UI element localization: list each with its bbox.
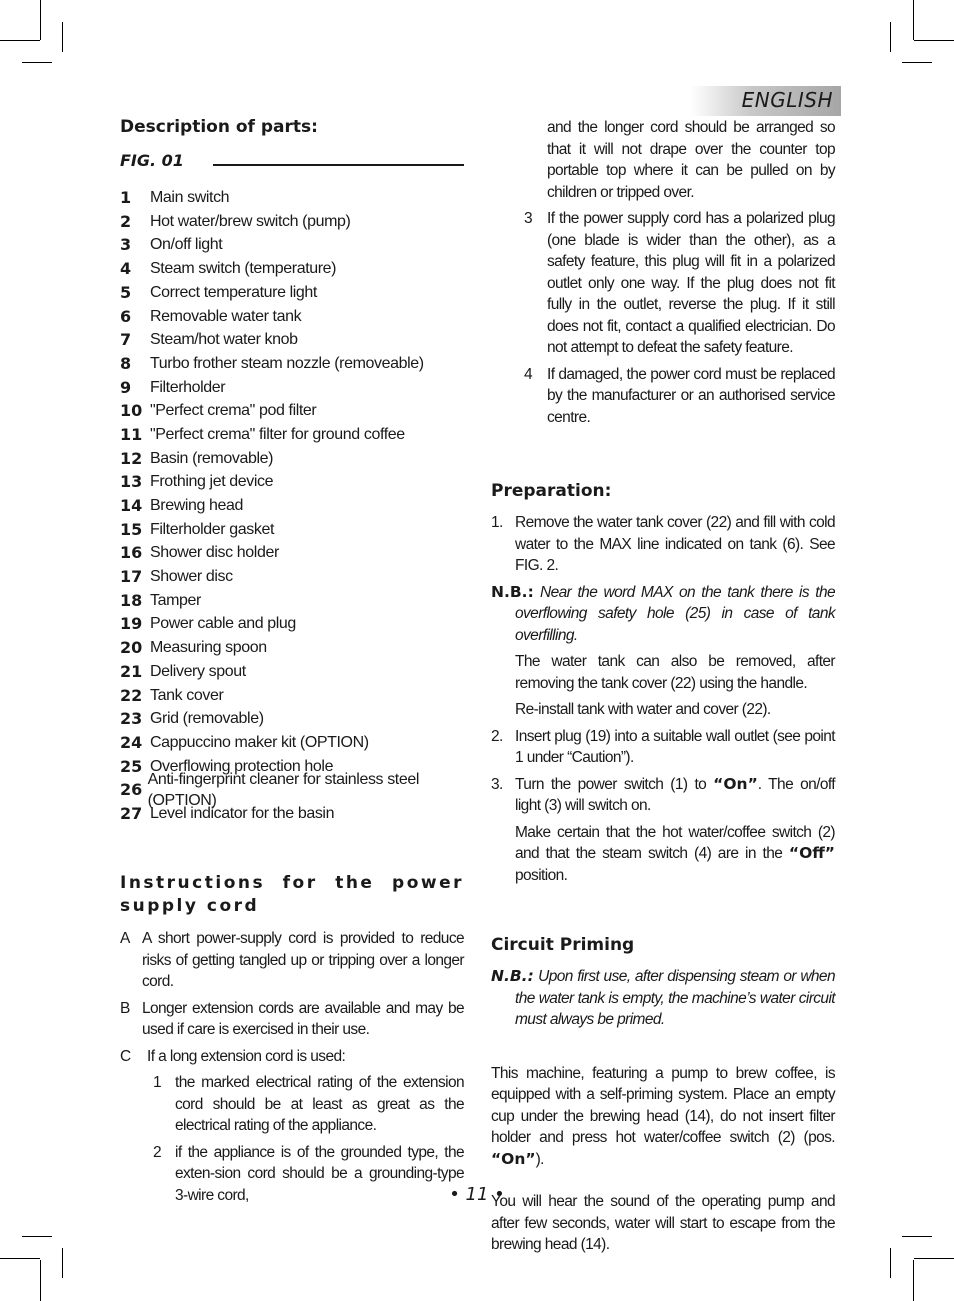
part-label: Cappuccino maker kit (OPTION) [150, 733, 369, 751]
part-label: Anti-fingerprint cleaner for stainless steel (OPTION) [147, 770, 420, 810]
part-label: Delivery spout [150, 662, 246, 680]
part-number: 4 [120, 259, 132, 279]
part-label: Filterholder [150, 378, 226, 396]
circuit-paragraph-1 [491, 1063, 835, 1171]
parts-list-item [120, 376, 464, 400]
parts-list-item [120, 281, 464, 305]
parts-list-item [120, 210, 464, 234]
part-number: 10 [120, 401, 143, 421]
crop-mark [22, 1236, 52, 1237]
preparation-step-3-note [491, 822, 835, 887]
part-label: Basin (removable) [150, 449, 274, 467]
item-label: B [120, 999, 130, 1017]
crop-mark [890, 1248, 891, 1278]
part-label: Correct temperature light [150, 283, 317, 301]
parts-list-item [120, 589, 464, 613]
preparation-step-2 [491, 726, 835, 769]
parts-list-item [120, 233, 464, 257]
preparation-extra-2: Re-install tank with water and cover (22). [515, 701, 771, 718]
paragraph-text: ). [535, 1150, 544, 1168]
part-number: 7 [120, 330, 132, 350]
part-label: Power cable and plug [150, 615, 296, 633]
part-label: Filterholder gasket [150, 520, 275, 538]
part-number: 22 [120, 685, 143, 705]
part-label: Hot water/brew switch (pump) [150, 212, 351, 230]
item-text: If the power supply cord has a polarized plug (one blade is wider than the other), as a safety feature, this plug will fit in a polarized outlet only one way. If the plug does not fit fully in the outlet, reverse the plug. If it still does not fit, contact a qualified electrician. Do not attempt to defeat the safety feature. [547, 210, 835, 356]
part-number: 18 [120, 590, 143, 610]
crop-mark [902, 1236, 932, 1237]
power-item-a [120, 928, 464, 993]
crop-mark [22, 62, 52, 63]
circuit-note [491, 966, 835, 1031]
crop-mark [62, 1248, 63, 1278]
item-label: 1. [491, 514, 503, 531]
parts-list-item [120, 304, 464, 328]
parts-list-item [120, 399, 464, 423]
parts-heading: Description of parts: [120, 117, 318, 137]
crop-mark [914, 1258, 954, 1259]
language-header [691, 86, 841, 116]
crop-mark [62, 22, 63, 52]
paragraph-text: This machine, featuring a pump to brew coffee, is equipped with a self-priming system. Place an empty cup under the brewing head (14), do not insert filter holder and press hot water/coffee switch (2) (pos. [491, 1064, 835, 1146]
crop-mark [0, 1258, 40, 1259]
crop-mark [913, 1260, 914, 1301]
preparation-heading: Preparation: [491, 481, 612, 501]
part-number: 1 [120, 188, 132, 208]
part-number: 20 [120, 638, 143, 658]
part-label: Frothing jet device [150, 473, 274, 491]
part-label: Removable water tank [150, 307, 302, 325]
part-number: 14 [120, 496, 143, 516]
part-label: Steam switch (temperature) [150, 260, 337, 278]
part-label: Grid (removable) [150, 710, 264, 728]
step-text: Make certain that the hot water/coffee switch (2) and that the steam switch (4) are in the [515, 823, 835, 862]
part-label: "Perfect crema" filter for ground coffee [150, 425, 405, 443]
item-text: Remove the water tank cover (22) and fill with cold water to the MAX line indicated on tank (6). See FIG. 2. [515, 514, 835, 574]
item-text: A short power-supply cord is provided to reduce risks of getting tangled up or tripping over a longer cord. [142, 930, 464, 990]
item-text: if the appliance is of the grounded type, the exten-sion cord should be a grounding-type 3-wire cord, [175, 1143, 464, 1204]
preparation-note [491, 582, 835, 647]
parts-list-item [120, 731, 464, 755]
parts-list [120, 186, 464, 826]
part-label: Shower disc [150, 568, 233, 586]
step-text: Turn the power switch (1) to [515, 775, 714, 793]
part-number: 3 [120, 235, 132, 255]
part-number: 8 [120, 353, 132, 373]
part-label: "Perfect crema" pod filter [150, 402, 317, 420]
circuit-heading: Circuit Priming [491, 935, 635, 955]
on-keyword: “On” [491, 1149, 536, 1168]
part-label: Overflowing protection hole [150, 757, 334, 775]
parts-list-item [120, 770, 464, 810]
power-subitem-4 [491, 364, 835, 429]
part-label: Turbo frother steam nozzle (removeable) [150, 354, 424, 372]
crop-mark [0, 40, 40, 41]
part-number: 11 [120, 424, 143, 444]
item-text: the marked electrical rating of the extension cord should be at least as great as the electrical rating of the appliance. [175, 1074, 464, 1134]
preparation-step-3 [491, 774, 835, 817]
parts-list-item [120, 186, 464, 210]
item-label: C [120, 1047, 131, 1065]
item-text: Longer extension cords are available and may be used if care is exercised in their use. [142, 999, 464, 1038]
fig-label-row [120, 150, 464, 176]
crop-mark [40, 1260, 41, 1301]
parts-list-item [120, 447, 464, 471]
crop-mark [914, 40, 954, 41]
part-label: Tamper [150, 591, 201, 609]
item-label: 4 [524, 365, 533, 383]
power-item-b [120, 998, 464, 1041]
left-column [120, 116, 464, 826]
item-label: A [120, 930, 130, 947]
fig-rule [213, 164, 464, 166]
item-text: and the longer cord should be arranged so that it will not drape over the counter top portable top where it can be pulled on by children or tripped over. [547, 119, 835, 201]
power-heading: Instructions for the power supply cord [120, 873, 464, 916]
item-text: Insert plug (19) into a suitable wall outlet (see point 1 under “Caution”). [515, 727, 835, 766]
page-number: • 11 • [449, 1184, 505, 1205]
step-text: position. [515, 866, 568, 884]
item-label: 3 [524, 210, 533, 227]
crop-mark [40, 0, 41, 40]
crop-mark [890, 22, 891, 52]
part-label: Brewing head [150, 497, 244, 515]
part-number: 16 [120, 543, 143, 563]
part-number: 27 [120, 803, 143, 823]
crop-mark [902, 62, 932, 63]
power-section [120, 872, 464, 1206]
parts-list-item [120, 494, 464, 518]
note-text: Upon first use, after dispensing steam or when the water tank is empty, the machine’s water circuit must always be primed. [515, 968, 835, 1028]
parts-list-item [120, 352, 464, 376]
language-label: ENGLISH [741, 88, 833, 112]
parts-list-item [120, 636, 464, 660]
part-label: Shower disc holder [150, 544, 279, 562]
parts-list-item [120, 707, 464, 731]
preparation-extra-1: The water tank can also be removed, after removing the tank cover (22) using the handle. [515, 653, 835, 692]
part-label: Steam/hot water knob [150, 331, 298, 349]
parts-list-item [120, 541, 464, 565]
part-label: Tank cover [150, 686, 224, 704]
part-number: 23 [120, 709, 143, 729]
part-number: 6 [120, 306, 132, 326]
note-label: N.B.: [491, 967, 534, 985]
parts-list-item [120, 660, 464, 684]
power-subitem-2-continued [491, 117, 835, 203]
parts-list-item [120, 257, 464, 281]
parts-list-item [120, 518, 464, 542]
part-number: 19 [120, 614, 143, 634]
note-label: N.B.: [491, 582, 534, 601]
part-number: 13 [120, 472, 143, 492]
part-number: 26 [120, 780, 143, 800]
part-number: 2 [120, 211, 132, 231]
circuit-paragraph-2: You will hear the sound of the operating pump and after few seconds, water will start to escape from the brewing head (14). [491, 1193, 835, 1253]
on-keyword: “On” [713, 774, 758, 793]
item-label: 2. [491, 727, 503, 745]
fig-label: FIG. 01 [120, 151, 184, 170]
parts-list-item [120, 565, 464, 589]
off-keyword: “Off” [788, 844, 835, 862]
right-column [491, 117, 835, 1256]
item-text: If a long extension cord is used: [147, 1047, 346, 1065]
part-number: 17 [120, 567, 143, 587]
parts-list-item [120, 612, 464, 636]
part-number: 15 [120, 519, 143, 539]
parts-list-item [120, 470, 464, 494]
power-item-c [120, 1046, 464, 1068]
part-label: Level indicator for the basin [150, 804, 335, 822]
power-subitem-3 [491, 208, 835, 359]
parts-list-item [120, 328, 464, 352]
parts-list-item [120, 423, 464, 447]
part-number: 25 [120, 756, 143, 776]
item-label: 3. [491, 775, 503, 793]
note-text: Near the word MAX on the tank there is the overflowing safety hole (25) in case of tank overfilling. [515, 583, 835, 644]
part-number: 12 [120, 448, 143, 468]
step-text: . The on/off light (3) will switch on. [515, 775, 835, 814]
part-number: 24 [120, 732, 143, 752]
item-label: 1 [153, 1074, 162, 1091]
part-label: Main switch [150, 189, 230, 207]
crop-mark [913, 0, 914, 40]
preparation-step-1 [491, 512, 835, 577]
part-label: On/off light [150, 236, 223, 254]
item-label: 2 [153, 1143, 162, 1161]
part-number: 9 [120, 377, 132, 397]
part-number: 21 [120, 661, 143, 681]
part-number: 5 [120, 282, 132, 302]
item-text: If damaged, the power cord must be replaced by the manufacturer or an authorised service centre. [547, 365, 835, 426]
parts-list-item [120, 683, 464, 707]
part-label: Measuring spoon [150, 639, 267, 657]
power-subitem-1 [120, 1072, 464, 1137]
